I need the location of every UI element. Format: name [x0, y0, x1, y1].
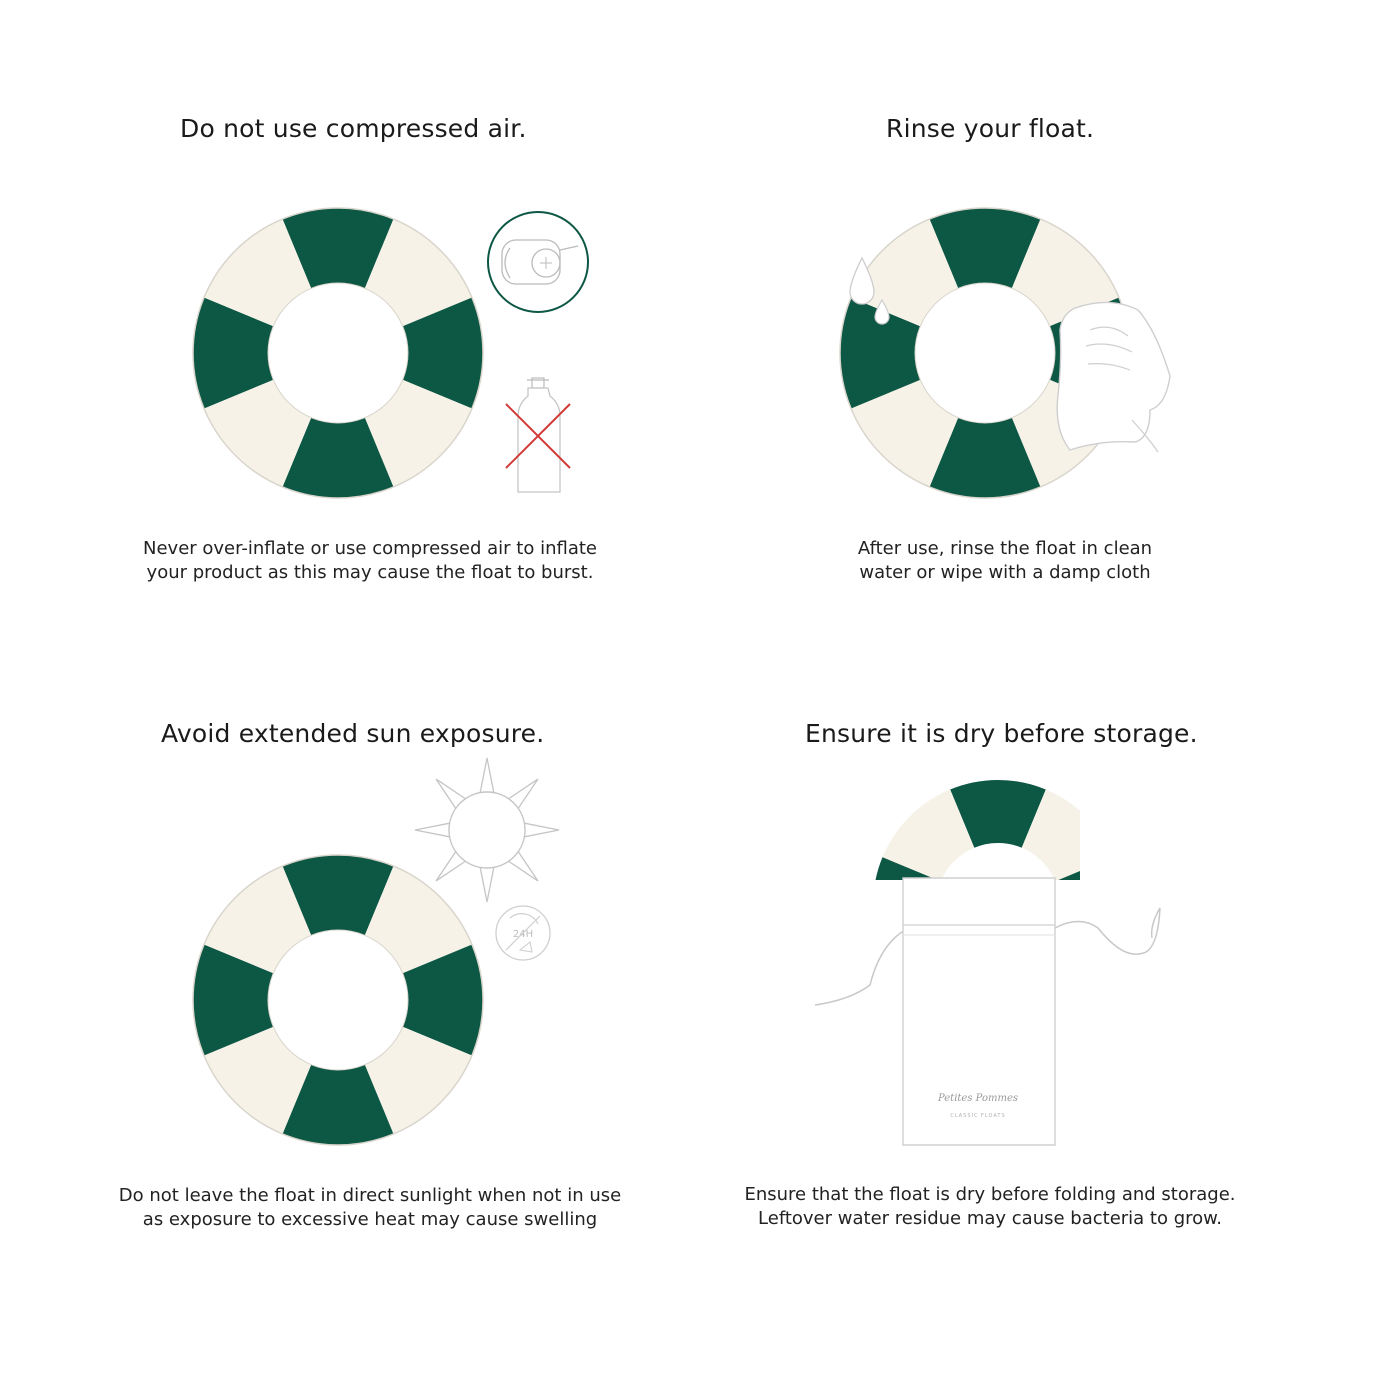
sun-ray — [524, 823, 559, 837]
panel-title-compressed-air: Do not use compressed air. — [180, 114, 527, 143]
desc-line: as exposure to excessive heat may cause swelling — [142, 1209, 598, 1230]
sun-ray — [480, 867, 494, 902]
float-ring — [193, 208, 483, 498]
panel-desc-compressed-air — [120, 537, 620, 585]
panel-title-sun: Avoid extended sun exposure. — [161, 719, 545, 748]
hand-with-cloth-icon — [1057, 302, 1170, 452]
float-ring — [193, 855, 483, 1145]
panel-desc-sun — [100, 1184, 640, 1232]
desc-line: Leftover water residue may cause bacteria to grow. — [758, 1208, 1222, 1229]
no-24h-icon — [496, 906, 550, 960]
panel-desc-rinse — [805, 537, 1205, 585]
compressed-air-tank-icon — [506, 378, 570, 492]
svg-text:CLASSIC FLOATS: CLASSIC FLOATS — [950, 1113, 1006, 1119]
panel-title-storage: Ensure it is dry before storage. — [805, 719, 1198, 748]
electric-pump-icon — [488, 212, 588, 312]
desc-line: Never over-inflate or use compressed air to inflate — [143, 538, 597, 559]
panel-desc-storage — [730, 1183, 1250, 1231]
sun-icon — [415, 758, 559, 902]
panel-title-rinse: Rinse your float. — [886, 114, 1095, 143]
desc-line: water or wipe with a damp cloth — [859, 562, 1151, 583]
desc-line: your product as this may cause the float to burst. — [146, 562, 594, 583]
desc-line: Do not leave the float in direct sunlight when not in use — [118, 1185, 622, 1206]
desc-line: Ensure that the float is dry before folding and storage. — [744, 1184, 1236, 1205]
sun-ray — [480, 758, 494, 793]
storage-bag-icon — [815, 780, 1160, 1145]
svg-text:Petites Pommes: Petites Pommes — [937, 1093, 1019, 1104]
desc-line: After use, rinse the float in clean — [857, 538, 1153, 559]
sun-ray — [415, 823, 450, 837]
svg-text:24H: 24H — [512, 929, 534, 940]
